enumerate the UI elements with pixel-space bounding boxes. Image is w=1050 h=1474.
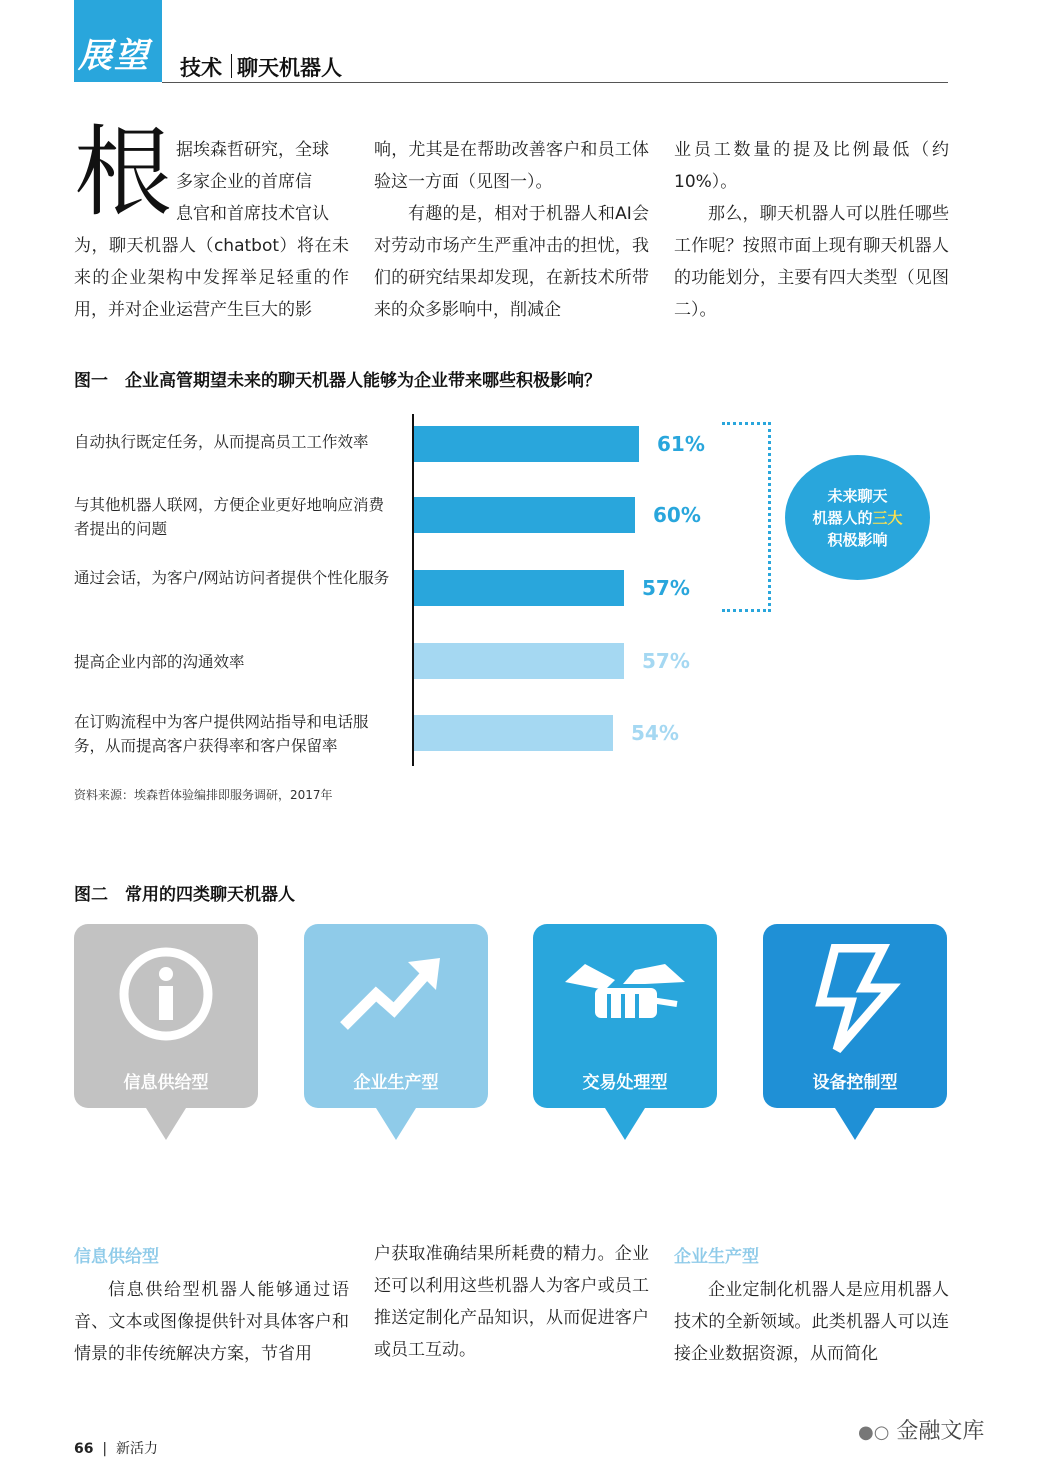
chart-value-label: 60% <box>653 503 701 527</box>
figure2-title: 图二 常用的四类聊天机器人 <box>74 885 295 905</box>
chart-bar <box>414 643 624 679</box>
figure1-title: 图一 企业高管期望未来的聊天机器人能够为企业带来哪些积极影响？ <box>74 371 601 391</box>
card-label: 设备控制型 <box>812 1073 898 1093</box>
chart-category-label: 提高企业内部的沟通效率 <box>74 653 245 671</box>
intro-line: 多家企业的首席信 <box>176 172 312 192</box>
intro-col3-p1: 业员工数量的提及比例最低（约10%）。 <box>674 140 949 192</box>
card-label: 信息供给型 <box>123 1073 209 1093</box>
callout-line: 积极影响 <box>827 530 888 549</box>
intro-col2-p1: 响，尤其是在帮助改善客户和员工体验这一方面（见图一）。 <box>374 140 649 192</box>
column-logo: 展望 <box>78 36 150 76</box>
intro-col2-p2: 有趣的是，相对于机器人和AI会对劳动市场产生严重冲击的担忧，我们的研究结果却发现，在新技术所带来的众多影响中，削减企 <box>374 204 649 320</box>
callout-circle <box>785 455 930 580</box>
card-label: 交易处理型 <box>582 1073 668 1093</box>
article-title: 聊天机器人 <box>237 56 342 80</box>
page-number: 66 <box>74 1441 94 1457</box>
chart-value-label: 54% <box>631 721 679 745</box>
top3-bracket <box>722 422 771 612</box>
chart-value-label: 61% <box>657 432 705 456</box>
card-pointer <box>605 1108 645 1140</box>
wechat-icon: ●○ <box>858 1422 890 1443</box>
header-separator <box>231 54 232 78</box>
handshake-icon <box>565 944 685 1044</box>
chart-value-label: 57% <box>642 576 690 600</box>
footer-separator: | <box>97 1441 112 1457</box>
drop-cap: 根 <box>74 116 173 230</box>
card-info-supply <box>74 924 258 1108</box>
card-transaction <box>533 924 717 1108</box>
info-icon <box>116 944 216 1044</box>
magazine-name: 新活力 <box>116 1441 159 1457</box>
section1-continued: 户获取准确结果所耗费的精力。企业还可以利用这些机器人为客户或员工推送定制化产品知识，从而促进客户或员工互动。 <box>374 1244 649 1360</box>
chart-axis <box>412 414 414 766</box>
page-footer <box>74 1438 158 1458</box>
chart-bar <box>414 570 624 606</box>
section-label: 技术 <box>180 56 222 80</box>
trend-arrow-icon <box>336 944 446 1044</box>
intro-line: 息官和首席技术官认 <box>176 204 329 224</box>
section1-heading: 信息供给型 <box>74 1247 159 1267</box>
lightning-icon <box>805 944 905 1054</box>
chart-bar <box>414 715 613 751</box>
callout-line <box>812 507 902 529</box>
callout-line: 未来聊天 <box>827 486 888 505</box>
figure1-source: 资料来源：埃森哲体验编排即服务调研，2017年 <box>74 788 333 802</box>
callout-highlight: 三大 <box>872 508 903 527</box>
card-enterprise-production <box>304 924 488 1108</box>
watermark-text: 金融文库 <box>896 1419 985 1444</box>
section2-heading: 企业生产型 <box>674 1247 759 1267</box>
intro-col3-p2: 那么，聊天机器人可以胜任哪些工作呢？按照市面上现有聊天机器人的功能划分，主要有四大类型（见图二）。 <box>674 204 949 320</box>
watermark <box>858 1414 984 1445</box>
card-pointer <box>376 1108 416 1140</box>
chart-value-label: 57% <box>642 649 690 673</box>
card-pointer <box>835 1108 875 1140</box>
card-device-control <box>763 924 947 1108</box>
header-rule <box>162 82 948 83</box>
chart-category-label: 通过会话，为客户/网站访问者提供个性化服务 <box>74 569 390 587</box>
chart-category-label: 自动执行既定任务，从而提高员工工作效率 <box>74 433 369 451</box>
chart-bar <box>414 426 639 462</box>
intro-line: 据埃森哲研究，全球 <box>176 140 329 160</box>
section1-text: 信息供给型机器人能够通过语音、文本或图像提供针对具体客户和情景的非传统解决方案，节省用 <box>74 1280 349 1364</box>
chart-bar <box>414 497 635 533</box>
chart-category-label: 与其他机器人联网，方便企业更好地响应消费者提出的问题 <box>74 496 385 538</box>
callout-text: 机器人的 <box>812 508 873 527</box>
chart-category-label: 在订购流程中为客户提供网站指导和电话服务，从而提高客户获得率和客户保留率 <box>74 713 369 755</box>
intro-col1-rest: 为，聊天机器人（chatbot）将在未来的企业架构中发挥举足轻重的作用，并对企业运营产生巨大的影 <box>74 236 349 320</box>
intro-col1-top <box>176 134 348 230</box>
section2-text: 企业定制化机器人是应用机器人技术的全新领域。此类机器人可以连接企业数据资源，从而简化 <box>674 1280 949 1364</box>
card-label: 企业生产型 <box>353 1073 439 1093</box>
card-pointer <box>146 1108 186 1140</box>
